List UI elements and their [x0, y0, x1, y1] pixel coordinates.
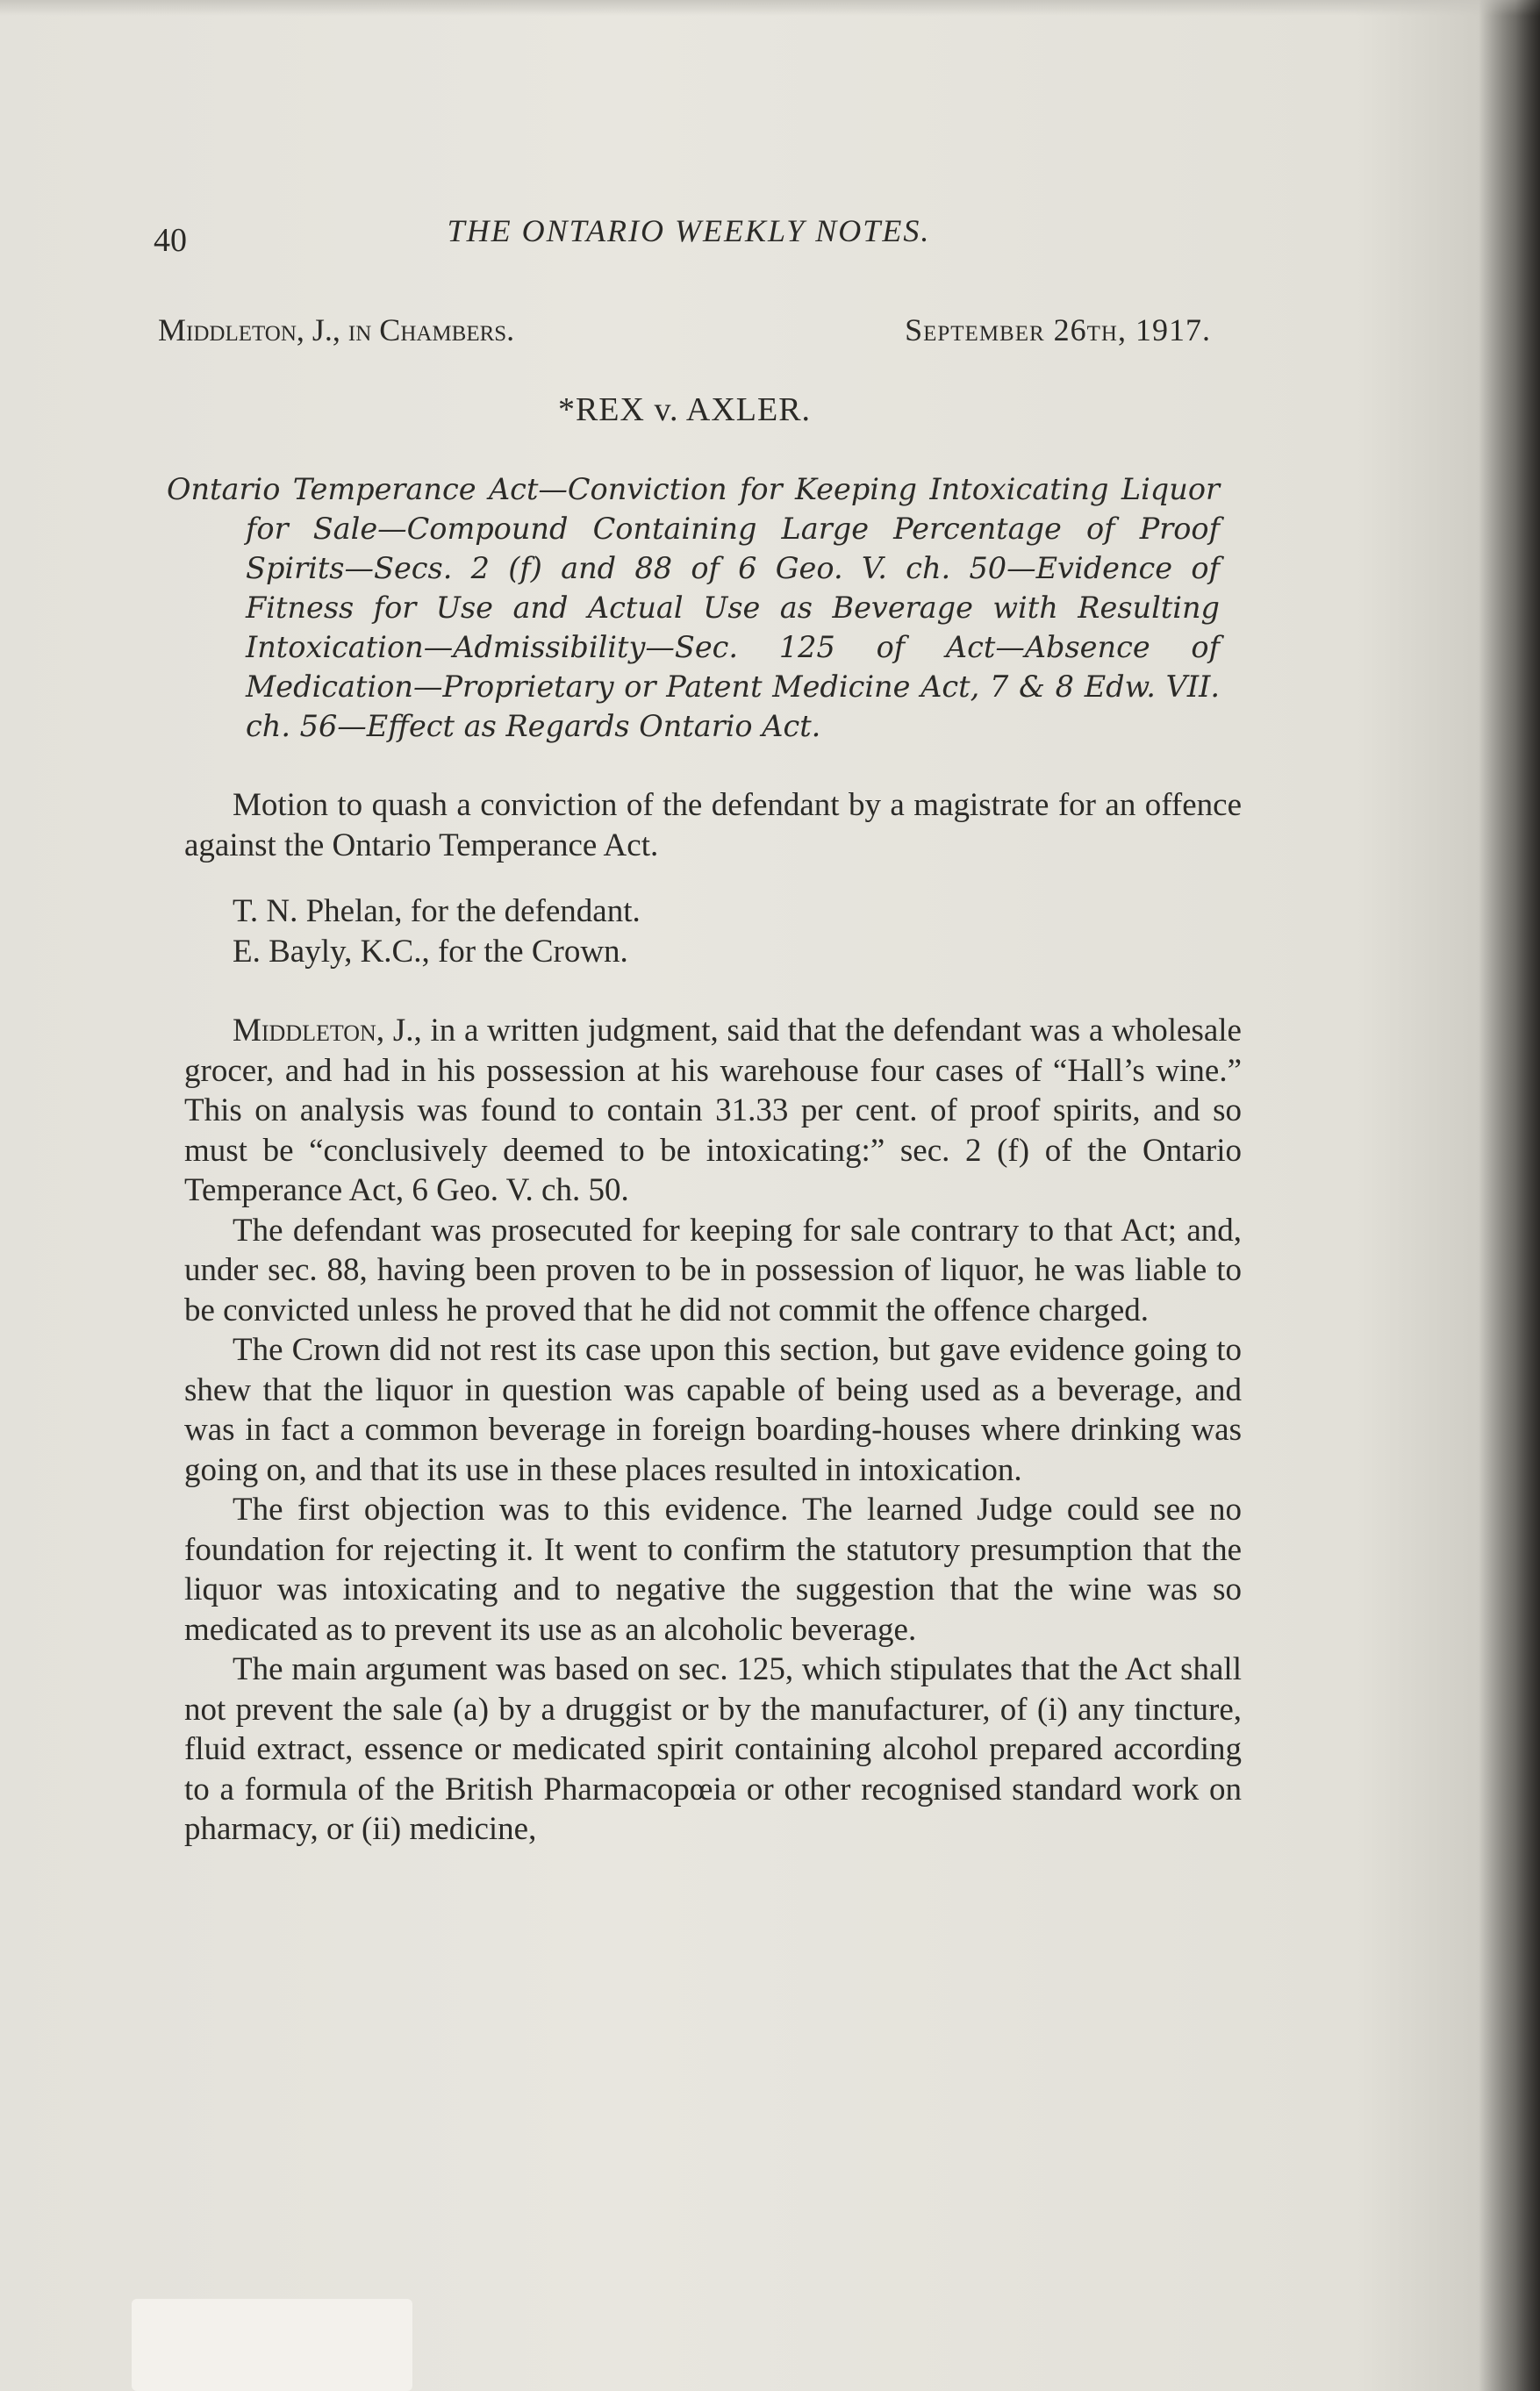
- motion-paragraph: Motion to quash a conviction of the defendant by a magistrate for an offence against the Ontario Temperance Act.: [184, 787, 1242, 863]
- court-judge: Middleton, J., in Chambers.: [158, 312, 515, 347]
- judge-name: Middleton, J.: [233, 1013, 414, 1049]
- counsel-crown: E. Bayly, K.C., for the Crown.: [233, 933, 628, 970]
- judgment-paragraph: The main argument was based on sec. 125, which stipulates that the Act shall not prevent the sale (a) by a druggist or by the manufacturer, of (i) any tincture, fluid extract, essence or medicated spirit containing alcohol prepared according to a formula of the British Pharmacopœia or other recognised standard work on pharmacy, or (ii) medicine,: [184, 1651, 1242, 1847]
- page-number: 40: [154, 222, 187, 259]
- top-shadow: [0, 0, 1540, 16]
- paper-patch: [132, 2299, 412, 2391]
- counsel-list: [184, 891, 1242, 971]
- page-header: [154, 212, 1224, 265]
- headnote: [167, 469, 1220, 746]
- case-title: *REX v. AXLER.: [557, 391, 812, 428]
- judgment-date: September 26th, 1917.: [905, 312, 1211, 347]
- binding-shadow: [1479, 0, 1540, 2391]
- headnote-text: Ontario Temperance Act—Conviction for Keeping Intoxicating Liquor for Sale—Compound Containing Large Percentage of Proof Spirits—Secs. 2 (f) and 88 of 6 Geo. V. ch. 50—Evidence of Fitness for Use and Actual Use as Beverage with Resulting Intoxication—Admissibility—Sec. 125 of Act—Absence of Medication—Proprietary or Patent Medicine Act, 7 & 8 Edw. VII. ch. 56—Effect as Regards Ontario Act.: [167, 472, 1220, 743]
- judgment-paragraph: The defendant was prosecuted for keeping for sale contrary to that Act; and, under sec. 88, having been proven to be in possession of liquor, he was liable to be convicted unless he proved that he did not commit the offence charged.: [184, 1212, 1242, 1328]
- judgment-opening-paragraph: [184, 1011, 1242, 1211]
- counsel-defendant: T. N. Phelan, for the defendant.: [233, 893, 641, 929]
- judgment-paragraph: The first objection was to this evidence. The learned Judge could see no foundation for rejecting it. It went to confirm the statutory presumption that the liquor was intoxicating and to negative the suggestion that the wine was so medicated as to prevent its use as an alcoholic beverage.: [184, 1492, 1242, 1648]
- running-head: THE ONTARIO WEEKLY NOTES.: [447, 213, 931, 248]
- body-text: [184, 785, 1242, 1850]
- court-line: [158, 311, 1211, 355]
- judgment-opening-text: , in a written judgment, said that the defendant was a wholesale grocer, and had in his possession at his warehouse four cases of “Hall’s wine.” This on analysis was found to contain 31.33 per cent. of proof spirits, and so must be “conclusively deemed to be intoxicating:” sec. 2 (f) of the Ontario Temperance Act, 6 Geo. V. ch. 50.: [184, 1013, 1242, 1208]
- judgment-paragraph: The Crown did not rest its case upon this section, but gave evidence going to shew that the liquor in question was capable of being used as a beverage, and was in fact a common beverage in foreign boarding-houses where drinking was going on, and that its use in these places resulted in intoxication.: [184, 1332, 1242, 1488]
